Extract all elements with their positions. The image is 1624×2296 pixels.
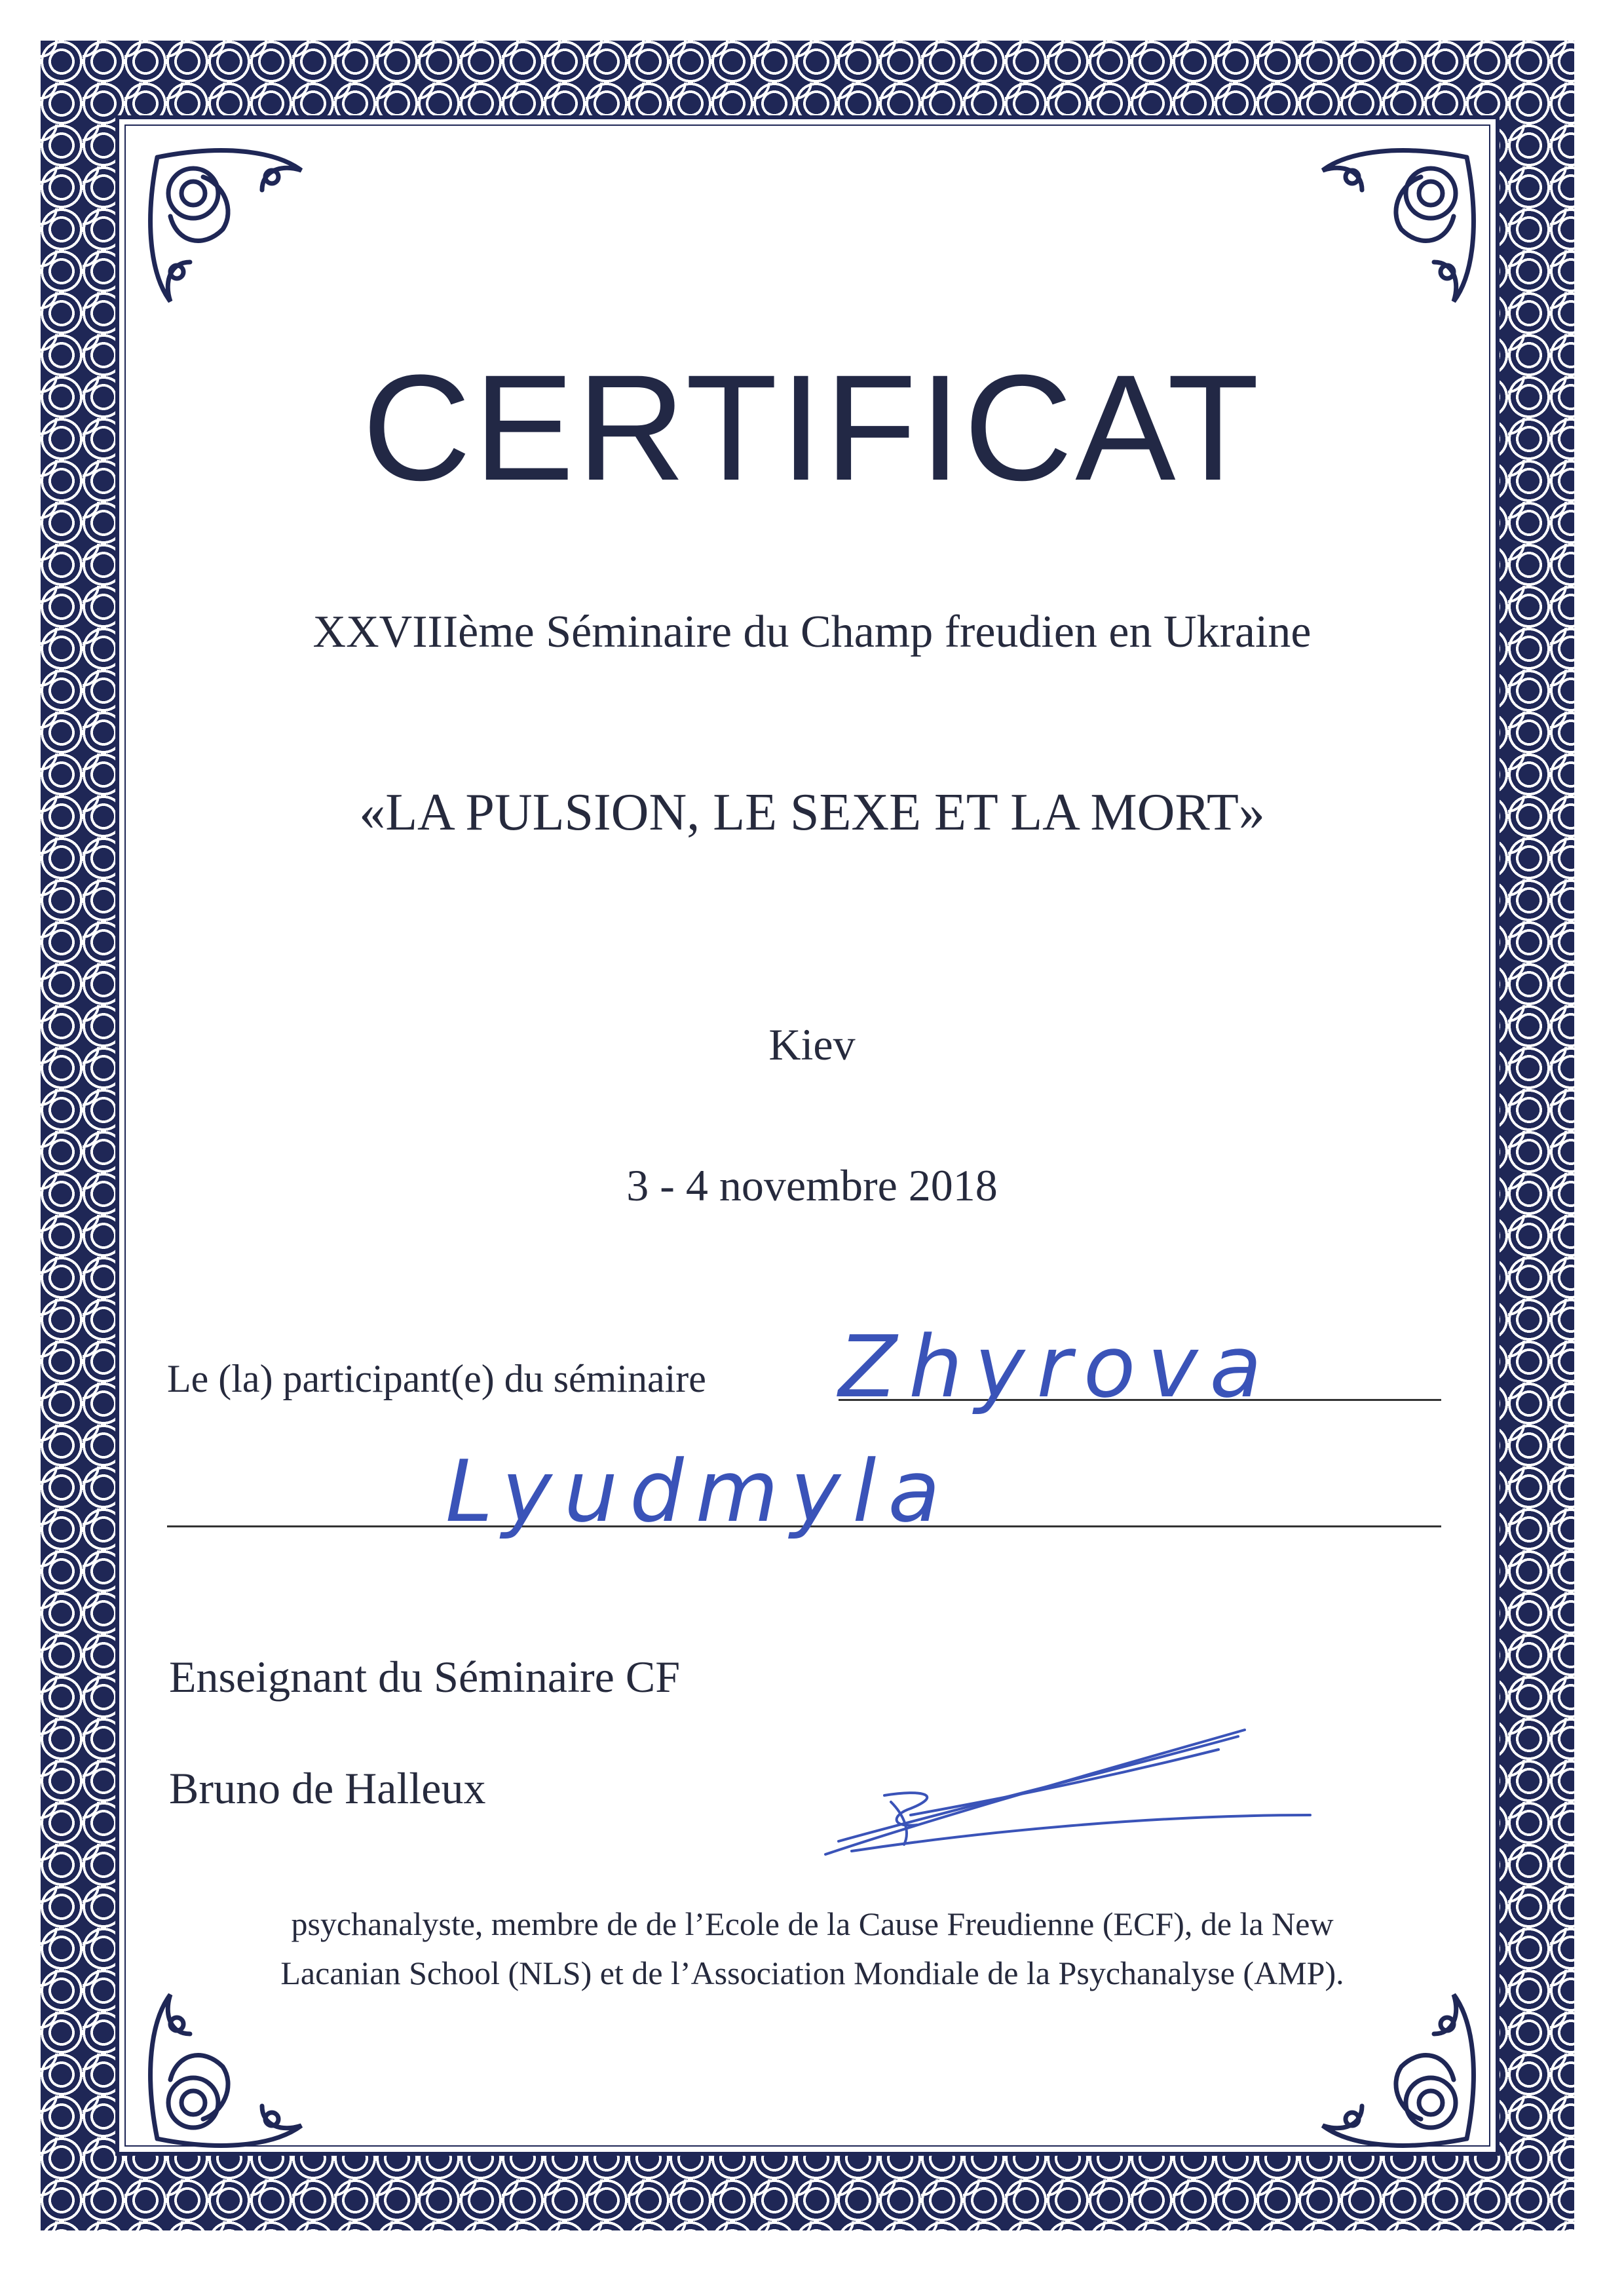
participant-name: Lyudmyla xyxy=(445,1442,952,1541)
corner-flourish-top-left xyxy=(131,131,328,328)
teacher-title: Enseignant du Séminaire CF xyxy=(169,1652,681,1702)
participant-label: Le (la) participant(e) du séminaire xyxy=(167,1357,706,1400)
footer-credentials-line2: Lacanian School (NLS) et de l’Association Mondiale de la Psychanalyse (AMP). xyxy=(280,1955,1344,1991)
participant-surname: Zhyrova xyxy=(839,1317,1274,1417)
seminar-theme: «LA PULSION, LE SEXE ET LA MORT» xyxy=(359,784,1265,841)
teacher-signature xyxy=(812,1717,1323,1861)
footer-credentials-line1: psychanalyste, membre de de l’Ecole de la Cause Freudienne (ECF), de la New xyxy=(291,1905,1334,1942)
seminar-name: XXVIIIème Séminaire du Champ freudien en Ukraine xyxy=(312,607,1312,657)
teacher-name: Bruno de Halleux xyxy=(169,1763,486,1813)
corner-flourish-bottom-right xyxy=(1296,1968,1493,2165)
corner-flourish-top-right xyxy=(1296,131,1493,328)
seminar-city: Kiev xyxy=(768,1020,856,1069)
corner-flourish-bottom-left xyxy=(131,1968,328,2165)
seminar-dates: 3 - 4 novembre 2018 xyxy=(626,1160,998,1210)
certificate-title: CERTIFICAT xyxy=(362,343,1262,512)
